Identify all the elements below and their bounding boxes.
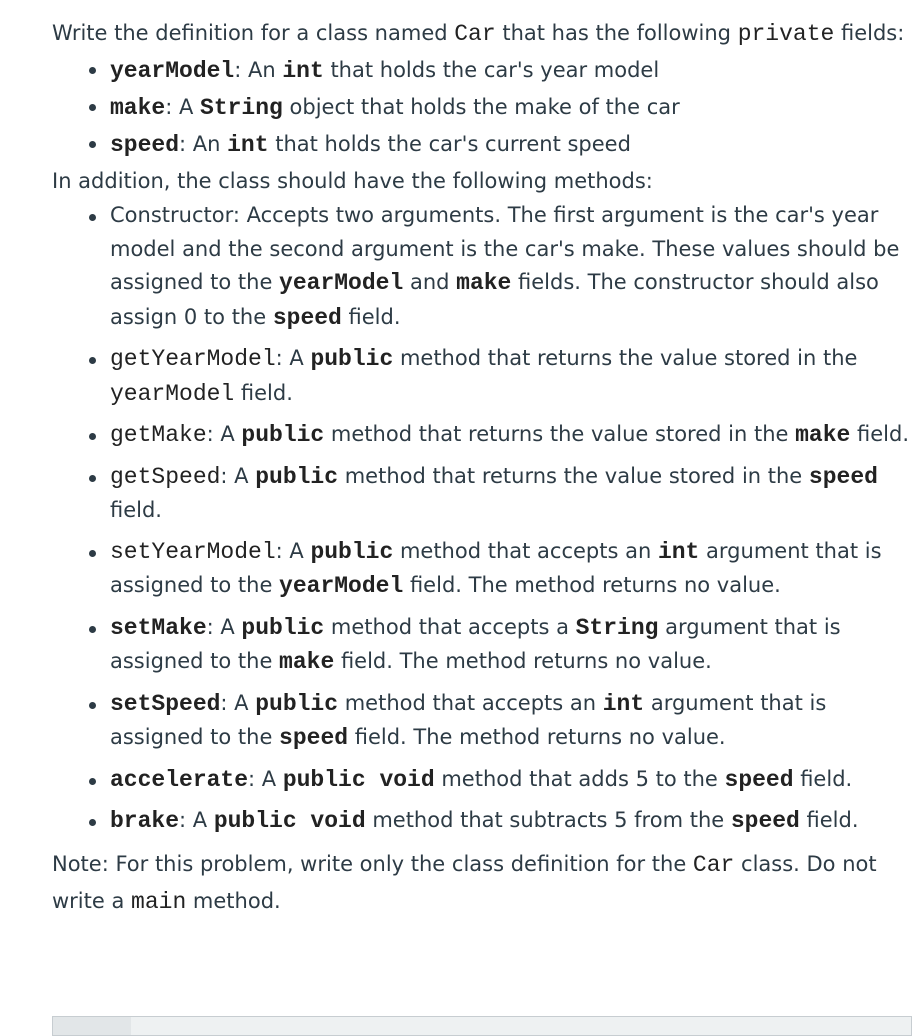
method-text: : A [220,690,256,715]
field-name-code: make [795,422,851,448]
method-text: : A [206,614,242,639]
method-text: method that accepts an [338,690,603,715]
intro-text: fields: [834,21,905,45]
method-name-code: brake [110,808,180,834]
field-name-code: speed [730,808,800,834]
type-code: int [602,690,645,717]
method-item-getYearModel [110,342,912,411]
type-code: int [657,538,700,565]
main-method-code: main [131,888,187,915]
method-text: and [403,270,457,294]
method-text: method that accepts an [393,538,658,563]
method-text: method that subtracts 5 from the [365,808,731,832]
modifier-code: public [241,422,325,448]
modifier-code: public void [282,766,435,793]
modifier-code: public [310,346,394,372]
method-text: method that returns the value stored in the [338,463,809,488]
class-name-code: Car [692,851,735,878]
field-name-code: make [279,649,335,675]
method-text: field. [234,380,293,405]
intro-paragraph [52,15,912,52]
method-text: argument that is assigned to the [110,538,882,597]
field-name-code: speed [724,766,794,793]
field-name-code: make [110,95,166,121]
method-text: field. [110,498,162,522]
method-text: field. [799,808,859,832]
fields-list [52,52,912,163]
field-text: that holds the car's year model [323,58,660,82]
class-name-code: Car [454,21,496,47]
intro-text: Write the definition for a class named [52,21,455,45]
method-text: argument that is assigned to the [110,690,827,749]
note-text: Note: For this problem, write only the class definition for the [52,851,693,876]
method-text: field. The method returns no value. [348,725,726,749]
code-editor[interactable] [52,1016,912,1036]
method-text: : A [220,463,256,488]
field-name-code: make [456,270,512,296]
field-item-make [110,89,912,126]
method-name-code: setMake [110,614,207,641]
field-name-code: yearModel [279,573,404,599]
methods-intro: In addition, the class should have the following methods: [52,169,653,193]
method-name-code: accelerate [110,766,249,793]
modifier-code: public [255,690,339,717]
method-text: method that adds 5 to the [434,766,725,791]
field-name-code: speed [110,132,180,158]
field-name-code: yearModel [110,380,235,407]
field-name-code: speed [808,463,878,490]
note-text: method. [186,888,281,913]
field-name-code: speed [272,304,342,331]
modifier-code: public [310,538,394,565]
field-text: : An [234,58,283,82]
type-code: int [282,58,324,84]
method-text: fields. The constructor should also assign 0 to the [110,270,879,329]
modifier-code: public [255,463,339,490]
intro-text: that has the following [495,21,738,45]
modifier-code: public void [213,808,366,834]
field-name-code: speed [279,725,349,751]
type-code: int [227,132,269,158]
type-code: String [575,614,659,641]
field-text: that holds the car's current speed [268,132,631,156]
field-name-code: yearModel [279,270,404,296]
method-text: field. The method returns no value. [334,649,712,673]
method-name-code: getYearModel [110,346,276,372]
method-name-code: getSpeed [110,463,221,490]
field-item-yearModel [110,52,912,89]
method-item-getMake [110,418,912,453]
method-text: field. [850,422,909,446]
method-item-setSpeed [110,687,912,756]
problem-statement [52,15,912,920]
method-text: argument that is assigned to the [110,614,841,673]
methods-list [52,199,912,839]
method-text: Constructor: Accepts two arguments. The first argument is the car's year model and the second argument is the car's make. These values should be assigned to the [110,203,900,294]
note-paragraph [52,846,912,920]
field-item-speed [110,126,912,163]
method-item-brake [110,804,912,839]
method-name-code: setSpeed [110,690,221,717]
modifier-code: public [241,614,325,641]
method-item-setMake [110,611,912,680]
field-text: object that holds the make of the car [282,95,680,119]
method-name-code: setYearModel [110,538,276,565]
field-text: : A [165,95,201,119]
method-text: method that returns the value stored in the [393,346,858,370]
method-text: : A [275,346,311,370]
method-text: : A [275,538,311,563]
method-item-accelerate [110,763,912,798]
note-text: class. Do not write a [52,851,877,913]
method-text: field. [793,766,853,791]
editor-gutter [53,1017,131,1035]
private-keyword-code: private [737,21,835,47]
method-text: method that returns the value stored in the [324,422,796,446]
method-text: : A [179,808,214,832]
method-item-getSpeed [110,460,912,528]
method-text: field. The method returns no value. [403,573,781,597]
method-text: field. [341,304,401,329]
method-text: method that accepts a [324,614,576,639]
method-name-code: getMake [110,422,207,448]
field-text: : An [179,132,228,156]
type-code: String [200,95,283,121]
method-item-setYearModel [110,535,912,604]
field-name-code: yearModel [110,58,235,84]
method-text: : A [206,422,242,446]
method-item-constructor [110,199,912,335]
method-text: : A [248,766,283,791]
